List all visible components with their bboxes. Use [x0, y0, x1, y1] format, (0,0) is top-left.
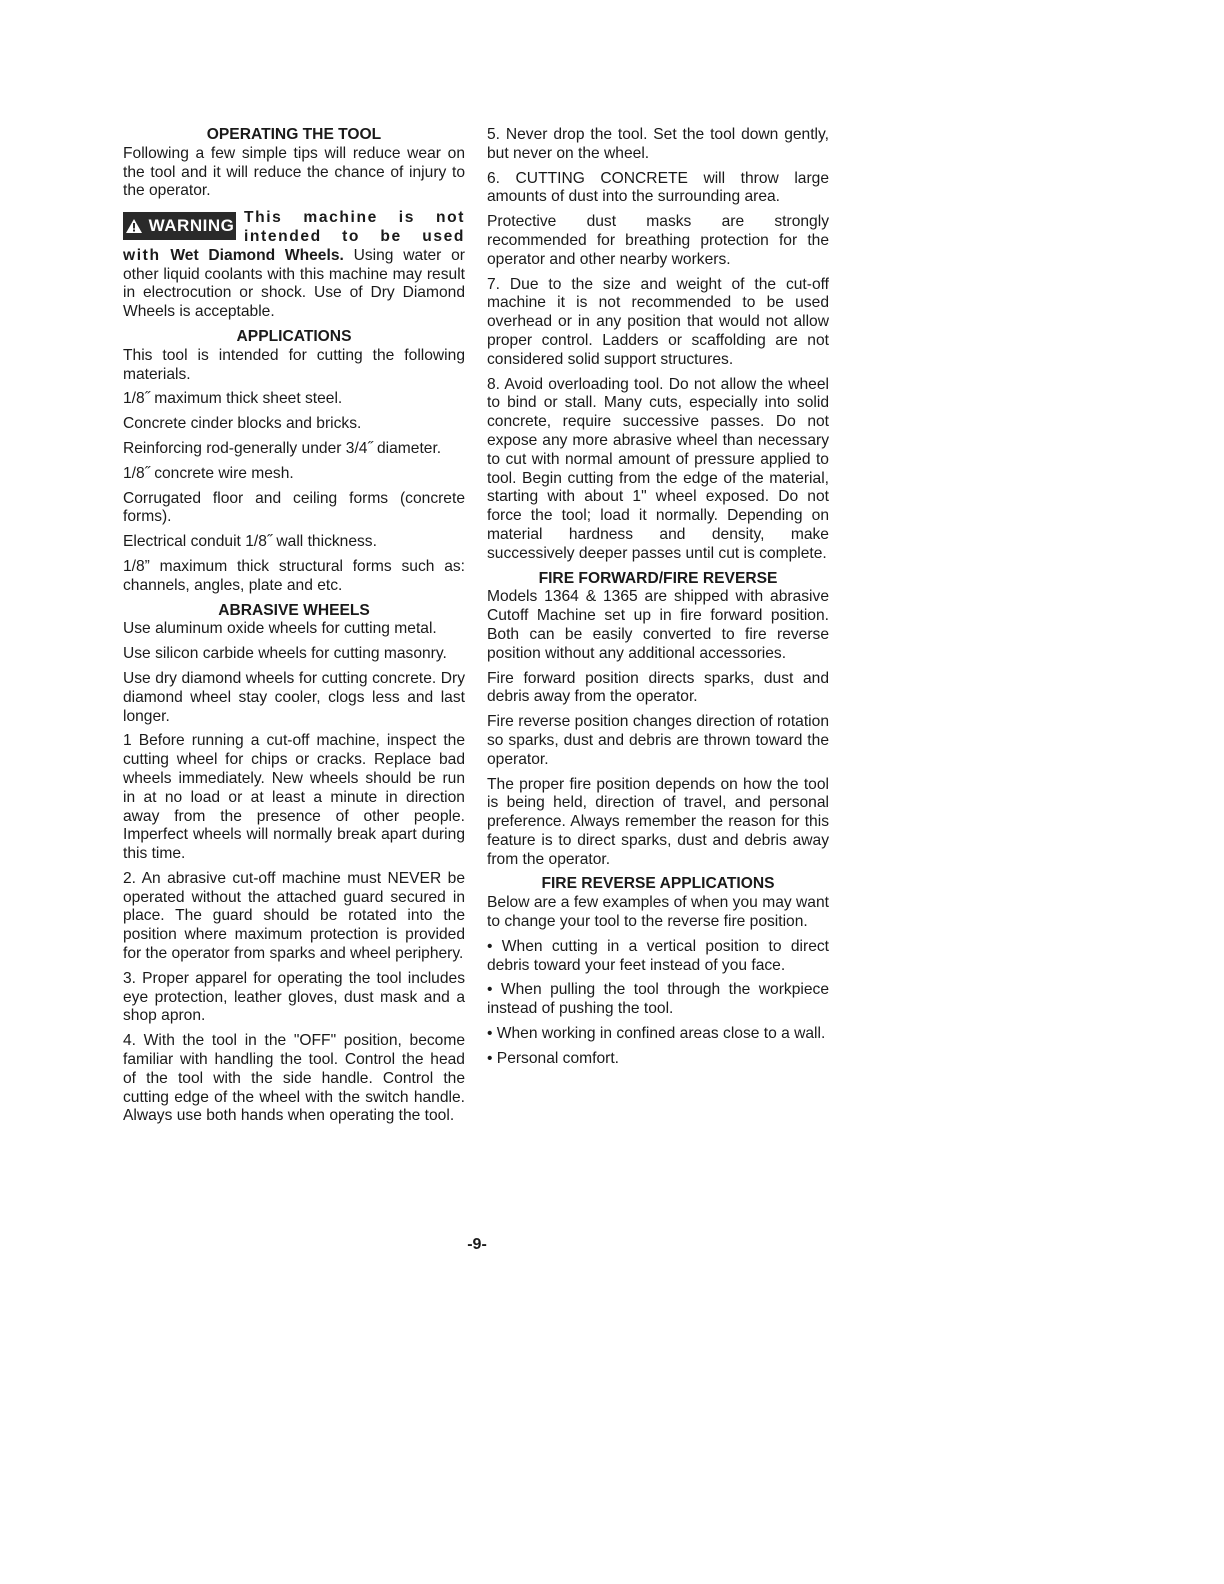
applications-paragraph: Reinforcing rod-generally under 3/4˝ diameter.	[123, 439, 442, 457]
fire-reverse-bullet: • When pulling the tool through the workpiece instead of pushing the tool.	[487, 981, 829, 1018]
abrasive-paragraph: 1 Before running a cut-off machine, inspect the cutting wheel for chips or cracks. Replace bad wheels immediately. New wheels should be run in at no load or at least a minute in direction away from the presence of other people. Imperfect wheels will normally break apart during this time.	[123, 732, 465, 863]
fire-reverse-heading: FIRE REVERSE APPLICATIONS	[541, 875, 775, 893]
safety-paragraph: 7. Due to the size and weight of the cut-off machine it is not recommended to be used overhead or in any position that would not allow proper control. Ladders or scaffolding are not considered solid support structures.	[487, 275, 829, 368]
warning-bold-lead: This machine is not intended to be used with	[123, 209, 465, 264]
left-column	[123, 126, 465, 1132]
operating-heading: OPERATING THE TOOL	[206, 126, 382, 143]
abrasive-paragraph: Use silicon carbide wheels for cutting masonry.	[123, 645, 447, 663]
fire-forward-paragraph: Fire forward position directs sparks, dust and debris away from the operator.	[487, 669, 829, 706]
fire-forward-paragraph: The proper fire position depends on how the tool is being held, direction of travel, and personal preference. Always remember the reason for this feature is to direct sparks, dust and debris away from the operator.	[487, 775, 829, 868]
warning-badge-label: WARNING	[148, 215, 235, 235]
operating-intro: Following a few simple tips will reduce wear on the tool and it will reduce the chance of injury to the operator.	[123, 144, 465, 200]
fire-reverse-bullet: • When working in confined areas close to a wall.	[487, 1025, 826, 1043]
applications-paragraph: 1/8˝ maximum thick sheet steel.	[123, 390, 343, 408]
right-column	[487, 126, 829, 1075]
applications-paragraph: This tool is intended for cutting the following materials.	[123, 346, 465, 383]
fire-reverse-intro: Below are a few examples of when you may want to change your tool to the reverse fire position.	[487, 894, 829, 931]
safety-paragraph: 5. Never drop the tool. Set the tool down gently, but never on the wheel.	[487, 126, 829, 162]
fire-forward-paragraph: Models 1364 & 1365 are shipped with abrasive Cutoff Machine set up in fire forward position. Both can be easily converted to fire reverse position without any additional accessories.	[487, 588, 829, 662]
abrasive-paragraph: Use dry diamond wheels for cutting concrete. Dry diamond wheel stay cooler, clogs less and last longer.	[123, 669, 465, 725]
warning-triangle-icon	[125, 218, 143, 234]
abrasive-paragraph: 3. Proper apparel for operating the tool includes eye protection, leather gloves, dust mask and a shop apron.	[123, 969, 465, 1025]
abrasive-paragraph: Use aluminum oxide wheels for cutting metal.	[123, 620, 437, 638]
safety-paragraph: 6. CUTTING CONCRETE will throw large amounts of dust into the surrounding area.	[487, 169, 829, 206]
applications-paragraph: Electrical conduit 1/8˝ wall thickness.	[123, 533, 377, 551]
fire-reverse-bullet: • When cutting in a vertical position to direct debris toward your feet instead of you face.	[487, 937, 829, 974]
fire-forward-heading: FIRE FORWARD/FIRE REVERSE	[538, 569, 778, 587]
applications-paragraph: 1/8” maximum thick structural forms such as: channels, angles, plate and etc.	[123, 557, 465, 594]
applications-paragraph: 1/8˝ concrete wire mesh.	[123, 464, 294, 482]
applications-paragraph: Corrugated floor and ceiling forms (concrete forms).	[123, 489, 465, 526]
abrasive-heading: ABRASIVE WHEELS	[218, 601, 370, 619]
fire-forward-paragraph: Fire reverse position changes direction of rotation so sparks, dust and debris are thrown toward the operator.	[487, 713, 829, 768]
warning-block	[123, 209, 465, 322]
abrasive-paragraph: 4. With the tool in the "OFF" position, become familiar with handling the tool. Control the head of the tool with the side handle. Control the cutting edge of the wheel with the switch handle. Always use both hands when operating the tool.	[123, 1032, 465, 1125]
page-number: -9-	[467, 1236, 487, 1253]
fire-reverse-bullet: • Personal comfort.	[487, 1049, 619, 1067]
warning-badge	[123, 212, 236, 240]
warning-body: Using water or other liquid coolants with this machine may result in electrocution or shock. Use of Dry Diamond Wheels is acceptable.	[123, 246, 465, 321]
applications-paragraph: Concrete cinder blocks and bricks.	[123, 415, 362, 433]
abrasive-paragraph: 2. An abrasive cut-off machine must NEVER be operated without the attached guard secured in place. The guard should be rotated into the position where maximum protection is provided for the operator from sparks and wheel periphery.	[123, 869, 465, 963]
safety-paragraph: Protective dust masks are strongly recommended for breathing protection for the operator and other nearby workers.	[487, 213, 829, 268]
applications-heading: APPLICATIONS	[236, 327, 352, 345]
warning-bold-wheels: Wet Diamond Wheels.	[170, 246, 344, 264]
safety-paragraph: 8. Avoid overloading tool. Do not allow the wheel to bind or stall. Many cuts, especially into solid concrete, require successive passes. Do not expose any more abrasive wheel than necessary to cut with normal amount of pressure applied to tool. Begin cutting from the edge of the material, starting with about 1" wheel exposed. Do not force the tool; load it normally. Depending on material hardness and density, make successively deeper passes until cut is complete.	[487, 375, 829, 562]
